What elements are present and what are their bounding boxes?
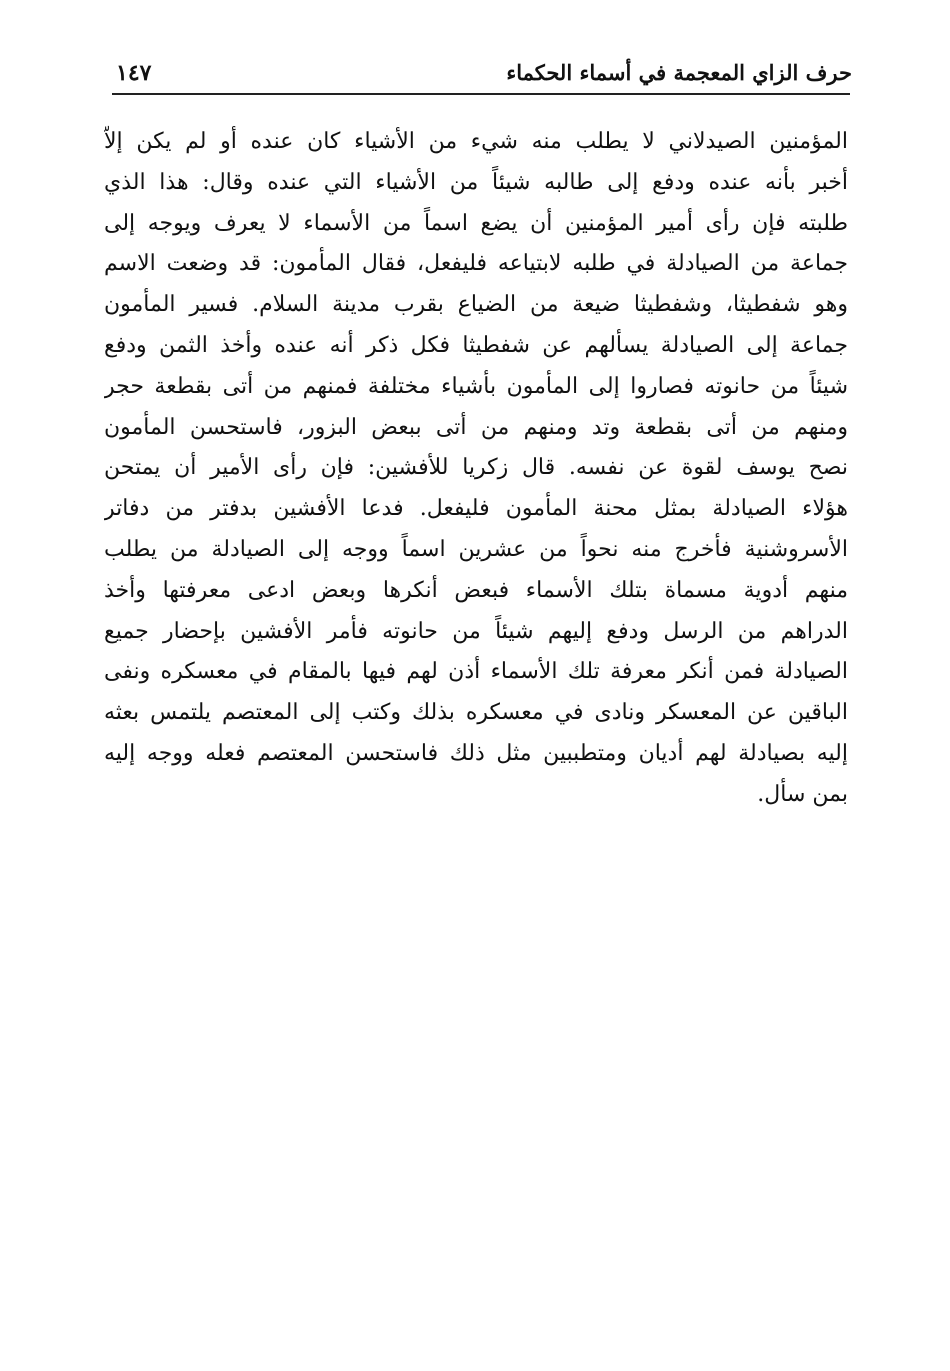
body-text (104, 122, 848, 816)
text-line: هؤلاء الصيادلة بمثل محنة المأمون فليفعل. فدعا الأفشين بدفتر من دفاتر (104, 496, 848, 522)
text-line: جماعة إلى الصيادلة يسألهم عن شفطيثا فكل ذكر أنه عنده وأخذ الثمن ودفع (104, 332, 848, 358)
text-line: الباقين عن المعسكر ونادى في معسكره بذلك وكتب إلى المعتصم يلتمس بعثه (104, 700, 848, 726)
text-line: منهم أدوية مسماة بتلك الأسماء فبعض أنكرها وبعض ادعى معرفتها وأخذ (104, 577, 848, 603)
text-line: الأسروشنية فأخرج منه نحواً من عشرين اسماً ووجه إلى الصيادلة من يطلب (104, 536, 848, 562)
text-line: نصح يوسف لقوة عن نفسه. قال زكريا للأفشين: فإن رأى الأمير أن يمتحن (104, 455, 848, 481)
page-number: ١٤٧ (116, 60, 152, 86)
text-line-last: بمن سأل. (757, 781, 848, 807)
header-rule (112, 93, 850, 95)
text-line: طلبته فإن رأى أمير المؤمنين أن يضع اسماً من الأسماء لا يعرف ويوجه إلى (104, 210, 848, 236)
text-line: أخبر بأنه عنده ودفع إلى طالبه شيئاً من الأشياء التي عنده وقال: هذا الذي (104, 169, 848, 195)
text-line: إليه بصيادلة لهم أديان ومتطببين مثل ذلك فاستحسن المعتصم فعله ووجه إليه (104, 740, 848, 766)
text-line: شيئاً من حانوته فصاروا إلى المأمون بأشياء مختلفة فمنهم من أتى بقطعة حجر (104, 373, 848, 399)
text-line: الصيادلة فمن أنكر معرفة تلك الأسماء أذن لهم فيها بالمقام في معسكره ونفى (104, 659, 848, 685)
running-header (116, 58, 852, 92)
running-title: حرف الزاي المعجمة في أسماء الحكماء (506, 60, 852, 85)
text-line: وهو شفطيثا، وشفطيثا ضيعة من الضياع بقرب مدينة السلام. فسير المأمون (104, 292, 848, 318)
text-line: المؤمنين الصيدلاني لا يطلب منه شيء من الأشياء كان عنده أو لم يكن إلاّ (104, 129, 848, 154)
text-line: الدراهم من الرسل ودفع إليهم شيئاً من حانوته فأمر الأفشين بإحضار جميع (104, 618, 848, 644)
text-line: ومنهم من أتى بقطعة وتد ومنهم من أتى ببعض البزور، فاستحسن المأمون (104, 414, 848, 440)
text-line: جماعة من الصيادلة في طلبه لابتياعه فليفعل، فقال المأمون: قد وضعت الاسم (104, 251, 848, 277)
